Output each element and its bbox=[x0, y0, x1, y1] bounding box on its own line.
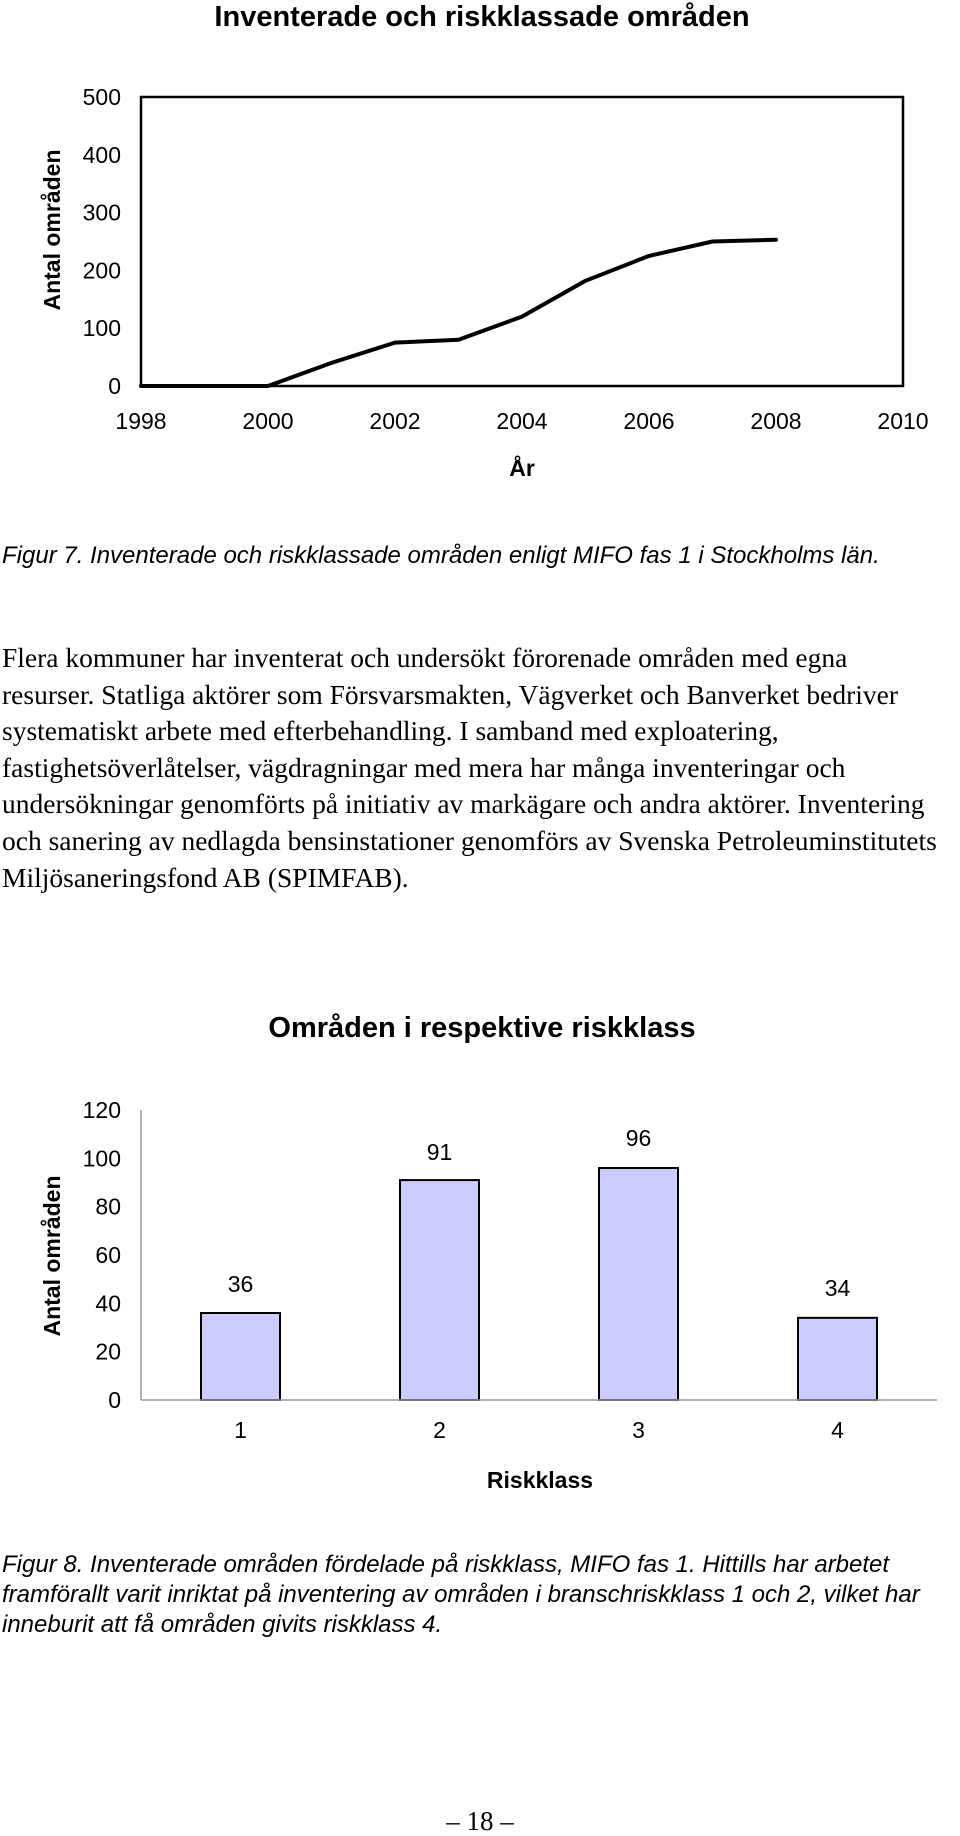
bar-chart-riskklass bbox=[0, 1000, 960, 1520]
bar-chart-bars bbox=[201, 1125, 877, 1400]
bar-chart-y-tick-3: 60 bbox=[95, 1242, 121, 1268]
line-chart-x-tick-3: 2004 bbox=[496, 408, 548, 434]
line-chart-x-tick-2: 2002 bbox=[369, 408, 421, 434]
bar-chart-y-tick-4: 80 bbox=[95, 1193, 121, 1220]
bar-chart-x-tick-2: 2 bbox=[433, 1417, 446, 1443]
line-chart-series-line bbox=[141, 240, 776, 386]
line-chart-y-tick-3: 300 bbox=[82, 199, 121, 226]
line-chart-inventerade bbox=[0, 0, 960, 500]
bar-chart-x-axis-label: Riskklass bbox=[486, 1467, 594, 1493]
line-chart-y-tick-1: 100 bbox=[82, 315, 121, 342]
bar-chart-y-tick-5: 100 bbox=[82, 1145, 121, 1172]
line-chart-y-tick-2: 200 bbox=[82, 257, 121, 284]
line-chart-x-tick-1: 2000 bbox=[242, 408, 294, 434]
bar-data-label-2: 91 bbox=[426, 1139, 453, 1165]
figure-8-caption: Figur 8. Inventerade områden fördelade på riskklass, MIFO fas 1. Hittills har arbetet framförallt varit inriktat på inventering av områden i branschriskklass 1 och 2, vilket har inneburit att få områden givits riskklass 4. bbox=[2, 1551, 920, 1638]
bar-chart-y-tick-6: 120 bbox=[82, 1097, 121, 1123]
line-chart-x-ticks bbox=[115, 408, 928, 434]
page-number: – 18 – bbox=[446, 1806, 514, 1836]
line-chart-x-axis-label: År bbox=[509, 455, 535, 481]
line-chart-y-ticks bbox=[83, 84, 121, 399]
bar-chart-y-ticks bbox=[83, 1097, 121, 1413]
bar-chart-x-tick-1: 1 bbox=[234, 1417, 247, 1443]
bar-chart-y-tick-0: 0 bbox=[108, 1387, 121, 1413]
line-chart-y-tick-0: 0 bbox=[108, 373, 121, 399]
line-chart-x-tick-5: 2008 bbox=[750, 408, 802, 434]
bar-chart-x-ticks bbox=[234, 1417, 844, 1443]
bar-chart-y-tick-1: 20 bbox=[95, 1338, 121, 1365]
line-chart-x-tick-6: 2010 bbox=[877, 408, 929, 434]
body-paragraph: Flera kommuner har inventerat och undersökt förorenade områden med egna resurser. Statliga aktörer som Försvarsmakten, Vägverket och Banverket bedriver systematiskt arbete med efterbehandling. I samband med exploatering, fastighetsöverlåtelser, vägdragningar med mera har många inventeringar och undersökningar genomförts på initiativ av markägare och andra aktörer. Inventering och sanering av nedlagda bensinstationer genomförs av Svenska Petroleuminstitutets Miljösaneringsfond AB (SPIMFAB). bbox=[2, 642, 937, 893]
bar-chart-y-tick-2: 40 bbox=[95, 1290, 121, 1317]
line-chart-y-axis-label: Antal områden bbox=[39, 149, 65, 311]
bar-chart-title: Områden i respektive riskklass bbox=[268, 1012, 696, 1044]
bar-4 bbox=[798, 1318, 877, 1400]
bar-chart-x-tick-4: 4 bbox=[831, 1417, 844, 1443]
bar-data-label-3: 96 bbox=[625, 1125, 652, 1151]
line-chart-x-tick-0: 1998 bbox=[115, 408, 167, 434]
bar-3 bbox=[599, 1168, 678, 1400]
bar-2 bbox=[400, 1180, 479, 1400]
bar-chart-x-tick-3: 3 bbox=[632, 1417, 645, 1443]
bar-1 bbox=[201, 1313, 280, 1400]
line-chart-y-tick-4: 400 bbox=[82, 141, 121, 168]
bar-data-label-4: 34 bbox=[824, 1275, 851, 1301]
figure-7-caption: Figur 7. Inventerade och riskklassade områden enligt MIFO fas 1 i Stockholms län. bbox=[2, 542, 880, 569]
line-chart-plot-area bbox=[141, 97, 903, 386]
bar-chart-y-axis-label: Antal områden bbox=[39, 1175, 65, 1337]
bar-data-label-1: 36 bbox=[227, 1271, 254, 1297]
line-chart-x-tick-4: 2006 bbox=[623, 408, 675, 434]
line-chart-title: Inventerade och riskklassade områden bbox=[214, 1, 750, 33]
line-chart-y-tick-5: 500 bbox=[82, 84, 121, 110]
